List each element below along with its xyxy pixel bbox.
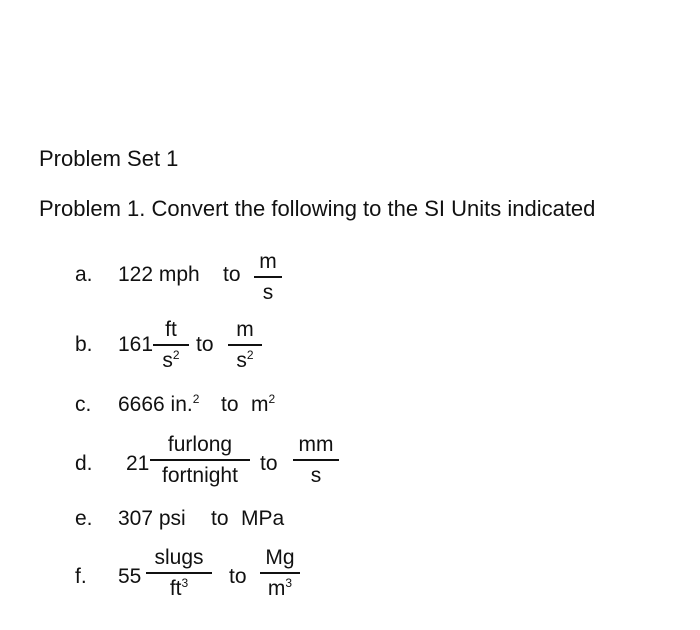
item-connector: to xyxy=(221,393,239,416)
fraction-bar xyxy=(146,572,212,574)
exponent: 2 xyxy=(172,347,180,362)
fraction-denominator: $s^2$ xyxy=(236,347,254,372)
exponent: 3 xyxy=(285,575,293,590)
item-quantity: 6666 in.$^2$ xyxy=(118,392,200,416)
target-unit-fraction xyxy=(260,546,300,600)
exponent: 2 xyxy=(192,392,200,406)
fraction-denominator: $s^2$ xyxy=(162,347,180,372)
item-value: 55 xyxy=(118,565,142,588)
exponent: 3 xyxy=(181,575,189,590)
fraction-bar xyxy=(153,344,189,346)
exponent: 2 xyxy=(268,392,276,406)
item-marker: e. xyxy=(75,507,93,530)
fraction-numerator: m xyxy=(259,250,277,273)
fraction-bar xyxy=(254,276,282,278)
target-unit: $m^2$ xyxy=(251,392,276,416)
problem-set-title: Problem Set 1 xyxy=(39,146,179,171)
fraction-bar xyxy=(150,459,250,461)
unit-fraction xyxy=(146,546,212,600)
item-marker: d. xyxy=(75,452,93,475)
item-marker: b. xyxy=(75,333,93,356)
fraction-denominator: $m^3$ xyxy=(267,575,293,600)
fraction-numerator: m xyxy=(236,318,254,341)
item-value: 161 xyxy=(118,333,154,356)
fraction-bar xyxy=(260,572,300,574)
item-quantity: 307 psi xyxy=(118,507,186,530)
fraction-denominator: fortnight xyxy=(162,463,238,487)
target-unit: MPa xyxy=(241,507,285,530)
item-connector: to xyxy=(260,452,278,475)
target-unit-fraction xyxy=(228,318,262,372)
item-quantity: 122 mph xyxy=(118,263,200,286)
target-unit-fraction xyxy=(293,433,339,487)
fraction-denominator: s xyxy=(262,280,274,304)
item-connector: to xyxy=(223,263,241,286)
fraction-numerator: mm xyxy=(298,433,334,456)
fraction-numerator: furlong xyxy=(167,433,233,456)
fraction-numerator: Mg xyxy=(265,546,295,569)
unit-fraction xyxy=(153,318,189,372)
item-marker: c. xyxy=(75,393,92,416)
fraction-bar xyxy=(228,344,262,346)
fraction-numerator: slugs xyxy=(154,546,204,569)
fraction-bar xyxy=(293,459,339,461)
fraction-numerator: ft xyxy=(165,318,177,341)
item-connector: to xyxy=(196,333,214,356)
item-connector: to xyxy=(211,507,229,530)
item-marker: f. xyxy=(75,565,87,588)
item-value: 21 xyxy=(126,452,150,475)
unit-fraction xyxy=(150,433,250,487)
item-marker: a. xyxy=(75,263,93,286)
problem-heading: Problem 1. Convert the following to the SI Units indicated xyxy=(39,196,596,221)
item-connector: to xyxy=(229,565,247,588)
fraction-denominator: $ft^3$ xyxy=(169,575,189,600)
target-unit-fraction xyxy=(254,250,282,304)
fraction-denominator: s xyxy=(310,463,322,487)
exponent: 2 xyxy=(246,347,254,362)
